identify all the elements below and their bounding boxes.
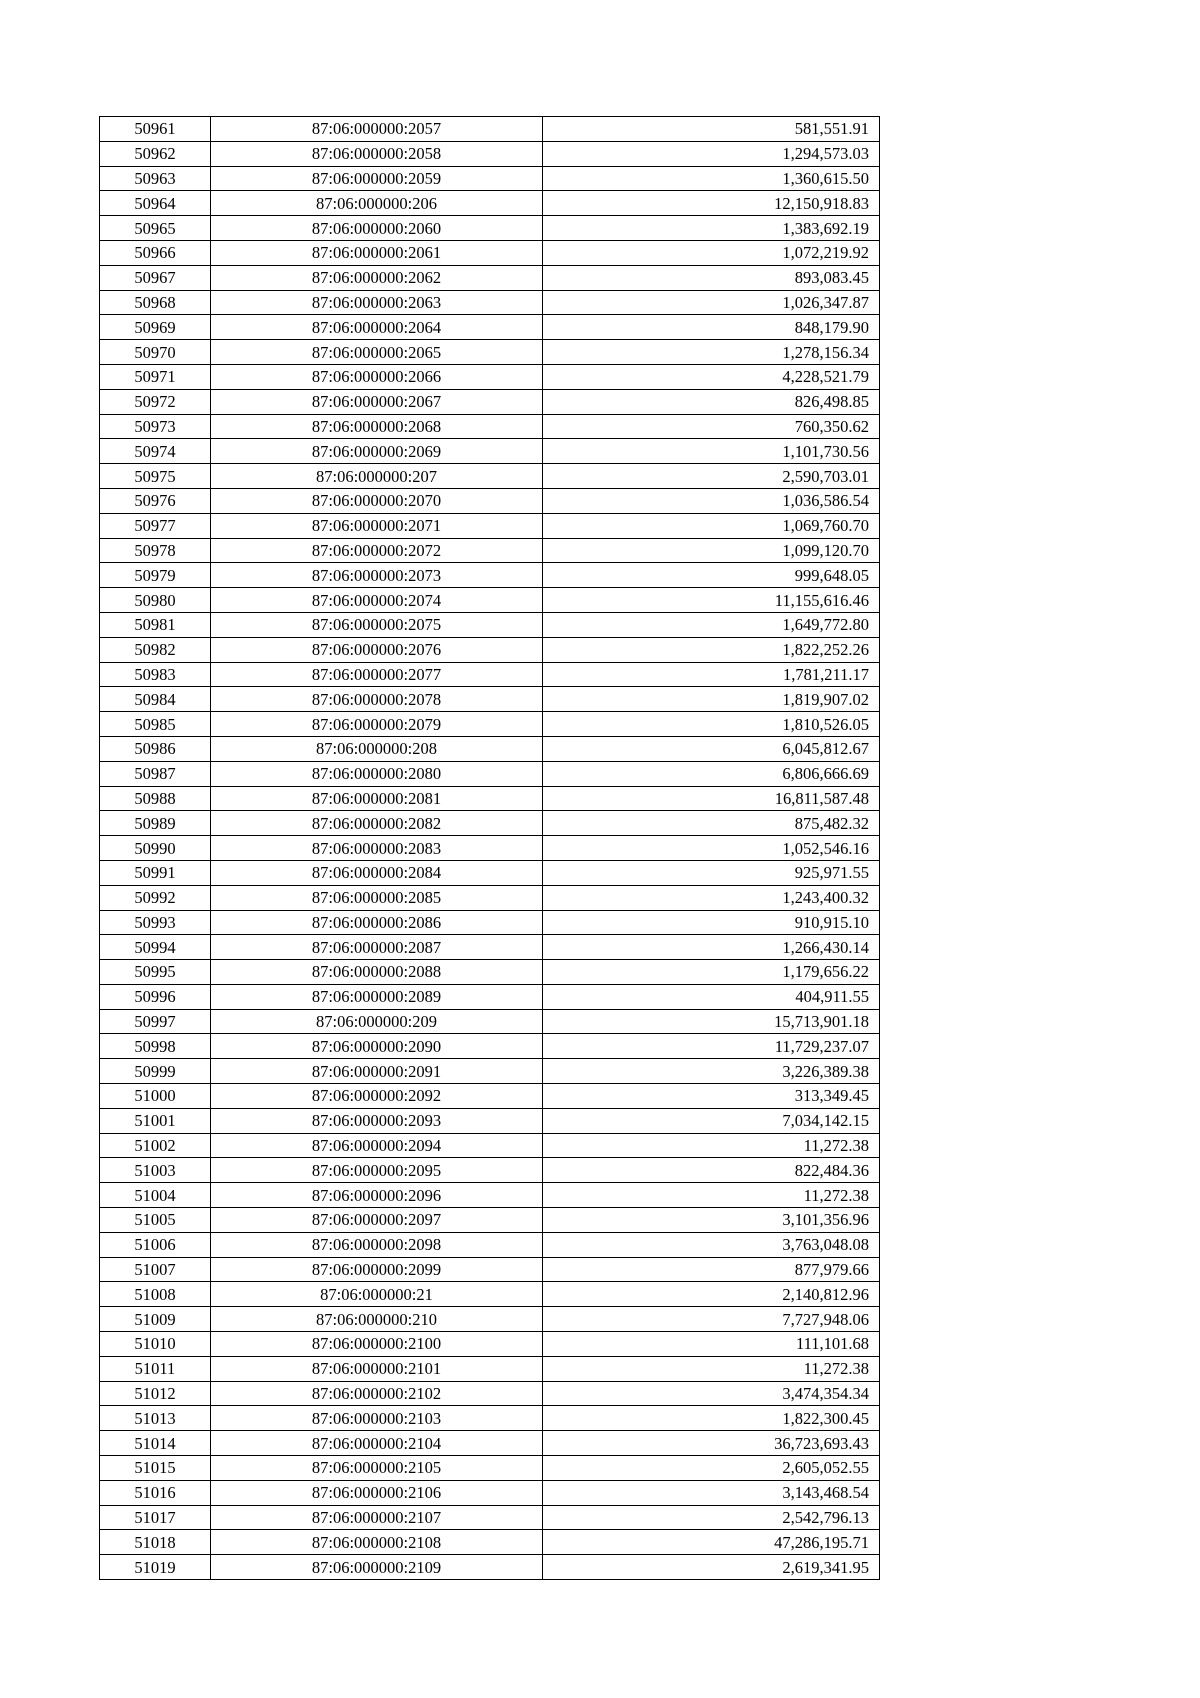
value-cell: 11,272.38 (543, 1356, 880, 1381)
row-number-cell: 50989 (100, 811, 211, 836)
value-cell: 1,026,347.87 (543, 290, 880, 315)
value-cell: 1,052,546.16 (543, 836, 880, 861)
table-row (100, 216, 880, 241)
table-row (100, 290, 880, 315)
value-cell: 1,036,586.54 (543, 488, 880, 513)
value-cell: 16,811,587.48 (543, 786, 880, 811)
value-cell: 3,474,354.34 (543, 1381, 880, 1406)
cadastral-number-cell: 87:06:000000:2058 (211, 141, 543, 166)
cadastral-number-cell: 87:06:000000:2082 (211, 811, 543, 836)
table-row (100, 1555, 880, 1580)
row-number-cell: 50988 (100, 786, 211, 811)
value-cell: 1,810,526.05 (543, 712, 880, 737)
table-row (100, 563, 880, 588)
row-number-cell: 50987 (100, 761, 211, 786)
table-row (100, 1332, 880, 1357)
table-row (100, 1307, 880, 1332)
table-row (100, 240, 880, 265)
row-number-cell: 51019 (100, 1555, 211, 1580)
value-cell: 822,484.36 (543, 1158, 880, 1183)
cadastral-number-cell: 87:06:000000:2101 (211, 1356, 543, 1381)
cadastral-number-cell: 87:06:000000:208 (211, 736, 543, 761)
cadastral-number-cell: 87:06:000000:2071 (211, 513, 543, 538)
value-cell: 11,729,237.07 (543, 1034, 880, 1059)
table-row (100, 860, 880, 885)
value-cell: 1,101,730.56 (543, 439, 880, 464)
value-cell: 47,286,195.71 (543, 1530, 880, 1555)
value-cell: 1,819,907.02 (543, 687, 880, 712)
cadastral-value-table (99, 116, 880, 1580)
row-number-cell: 51016 (100, 1480, 211, 1505)
row-number-cell: 51007 (100, 1257, 211, 1282)
row-number-cell: 51005 (100, 1208, 211, 1233)
table-row (100, 960, 880, 985)
cadastral-number-cell: 87:06:000000:2109 (211, 1555, 543, 1580)
table-row (100, 1059, 880, 1084)
table-row (100, 166, 880, 191)
cadastral-number-cell: 87:06:000000:2060 (211, 216, 543, 241)
table-row (100, 1208, 880, 1233)
cadastral-number-cell: 87:06:000000:2061 (211, 240, 543, 265)
value-cell: 1,649,772.80 (543, 612, 880, 637)
value-cell: 1,072,219.92 (543, 240, 880, 265)
cadastral-number-cell: 87:06:000000:2088 (211, 960, 543, 985)
table-row (100, 141, 880, 166)
row-number-cell: 51009 (100, 1307, 211, 1332)
value-cell: 3,143,468.54 (543, 1480, 880, 1505)
table-row (100, 1456, 880, 1481)
cadastral-number-cell: 87:06:000000:2104 (211, 1431, 543, 1456)
table-row (100, 935, 880, 960)
cadastral-number-cell: 87:06:000000:2097 (211, 1208, 543, 1233)
value-cell: 877,979.66 (543, 1257, 880, 1282)
value-cell: 36,723,693.43 (543, 1431, 880, 1456)
value-cell: 11,155,616.46 (543, 588, 880, 613)
table-row (100, 984, 880, 1009)
cadastral-number-cell: 87:06:000000:2076 (211, 637, 543, 662)
table-row (100, 1257, 880, 1282)
table-row (100, 1158, 880, 1183)
table-row (100, 1505, 880, 1530)
value-cell: 848,179.90 (543, 315, 880, 340)
row-number-cell: 51002 (100, 1133, 211, 1158)
table-row (100, 1431, 880, 1456)
value-cell: 313,349.45 (543, 1084, 880, 1109)
cadastral-number-cell: 87:06:000000:2087 (211, 935, 543, 960)
value-cell: 6,045,812.67 (543, 736, 880, 761)
table-row (100, 1282, 880, 1307)
row-number-cell: 50996 (100, 984, 211, 1009)
cadastral-number-cell: 87:06:000000:2105 (211, 1456, 543, 1481)
cadastral-number-cell: 87:06:000000:2072 (211, 538, 543, 563)
cadastral-number-cell: 87:06:000000:2107 (211, 1505, 543, 1530)
value-cell: 910,915.10 (543, 910, 880, 935)
row-number-cell: 50965 (100, 216, 211, 241)
table-row (100, 836, 880, 861)
row-number-cell: 50998 (100, 1034, 211, 1059)
row-number-cell: 50983 (100, 662, 211, 687)
cadastral-number-cell: 87:06:000000:2100 (211, 1332, 543, 1357)
row-number-cell: 50982 (100, 637, 211, 662)
value-cell: 826,498.85 (543, 389, 880, 414)
cadastral-number-cell: 87:06:000000:2098 (211, 1232, 543, 1257)
cadastral-number-cell: 87:06:000000:2089 (211, 984, 543, 1009)
row-number-cell: 50975 (100, 464, 211, 489)
cadastral-number-cell: 87:06:000000:209 (211, 1009, 543, 1034)
row-number-cell: 51008 (100, 1282, 211, 1307)
cadastral-number-cell: 87:06:000000:2083 (211, 836, 543, 861)
table-row (100, 612, 880, 637)
value-cell: 12,150,918.83 (543, 191, 880, 216)
table-row (100, 761, 880, 786)
table-row (100, 1480, 880, 1505)
value-cell: 1,278,156.34 (543, 340, 880, 365)
cadastral-number-cell: 87:06:000000:2080 (211, 761, 543, 786)
cadastral-number-cell: 87:06:000000:2106 (211, 1480, 543, 1505)
value-cell: 3,101,356.96 (543, 1208, 880, 1233)
value-cell: 2,140,812.96 (543, 1282, 880, 1307)
value-cell: 893,083.45 (543, 265, 880, 290)
cadastral-number-cell: 87:06:000000:2062 (211, 265, 543, 290)
row-number-cell: 51017 (100, 1505, 211, 1530)
row-number-cell: 50999 (100, 1059, 211, 1084)
row-number-cell: 50962 (100, 141, 211, 166)
cadastral-number-cell: 87:06:000000:2070 (211, 488, 543, 513)
table-body (100, 117, 880, 1580)
cadastral-number-cell: 87:06:000000:2057 (211, 117, 543, 142)
cadastral-number-cell: 87:06:000000:2108 (211, 1530, 543, 1555)
cadastral-number-cell: 87:06:000000:2085 (211, 885, 543, 910)
table-row (100, 712, 880, 737)
value-cell: 1,822,252.26 (543, 637, 880, 662)
value-cell: 1,383,692.19 (543, 216, 880, 241)
row-number-cell: 50974 (100, 439, 211, 464)
row-number-cell: 51012 (100, 1381, 211, 1406)
value-cell: 1,822,300.45 (543, 1406, 880, 1431)
value-cell: 1,294,573.03 (543, 141, 880, 166)
table-row (100, 1034, 880, 1059)
row-number-cell: 50981 (100, 612, 211, 637)
table-row (100, 414, 880, 439)
row-number-cell: 50984 (100, 687, 211, 712)
table-row (100, 464, 880, 489)
value-cell: 6,806,666.69 (543, 761, 880, 786)
row-number-cell: 50991 (100, 860, 211, 885)
table-row (100, 637, 880, 662)
value-cell: 760,350.62 (543, 414, 880, 439)
cadastral-number-cell: 87:06:000000:2103 (211, 1406, 543, 1431)
row-number-cell: 51011 (100, 1356, 211, 1381)
table-row (100, 315, 880, 340)
value-cell: 11,272.38 (543, 1133, 880, 1158)
cadastral-number-cell: 87:06:000000:2096 (211, 1183, 543, 1208)
cadastral-number-cell: 87:06:000000:2065 (211, 340, 543, 365)
value-cell: 875,482.32 (543, 811, 880, 836)
row-number-cell: 50973 (100, 414, 211, 439)
row-number-cell: 51014 (100, 1431, 211, 1456)
table-row (100, 1108, 880, 1133)
table-row (100, 488, 880, 513)
value-cell: 1,179,656.22 (543, 960, 880, 985)
row-number-cell: 50966 (100, 240, 211, 265)
row-number-cell: 51013 (100, 1406, 211, 1431)
row-number-cell: 50997 (100, 1009, 211, 1034)
table-row (100, 910, 880, 935)
cadastral-number-cell: 87:06:000000:2064 (211, 315, 543, 340)
row-number-cell: 50994 (100, 935, 211, 960)
row-number-cell: 50979 (100, 563, 211, 588)
row-number-cell: 50976 (100, 488, 211, 513)
row-number-cell: 50963 (100, 166, 211, 191)
table-row (100, 265, 880, 290)
cadastral-number-cell: 87:06:000000:2084 (211, 860, 543, 885)
cadastral-number-cell: 87:06:000000:210 (211, 1307, 543, 1332)
cadastral-number-cell: 87:06:000000:207 (211, 464, 543, 489)
value-cell: 925,971.55 (543, 860, 880, 885)
row-number-cell: 50971 (100, 364, 211, 389)
cadastral-number-cell: 87:06:000000:2093 (211, 1108, 543, 1133)
row-number-cell: 50993 (100, 910, 211, 935)
cadastral-number-cell: 87:06:000000:2074 (211, 588, 543, 613)
cadastral-number-cell: 87:06:000000:2081 (211, 786, 543, 811)
row-number-cell: 51018 (100, 1530, 211, 1555)
cadastral-number-cell: 87:06:000000:2094 (211, 1133, 543, 1158)
row-number-cell: 50961 (100, 117, 211, 142)
cadastral-number-cell: 87:06:000000:2102 (211, 1381, 543, 1406)
row-number-cell: 50980 (100, 588, 211, 613)
cadastral-number-cell: 87:06:000000:206 (211, 191, 543, 216)
value-cell: 11,272.38 (543, 1183, 880, 1208)
value-cell: 1,243,400.32 (543, 885, 880, 910)
row-number-cell: 50964 (100, 191, 211, 216)
value-cell: 581,551.91 (543, 117, 880, 142)
row-number-cell: 50986 (100, 736, 211, 761)
value-cell: 2,542,796.13 (543, 1505, 880, 1530)
row-number-cell: 50992 (100, 885, 211, 910)
cadastral-number-cell: 87:06:000000:2073 (211, 563, 543, 588)
row-number-cell: 50970 (100, 340, 211, 365)
table-row (100, 191, 880, 216)
row-number-cell: 50967 (100, 265, 211, 290)
row-number-cell: 50968 (100, 290, 211, 315)
row-number-cell: 50990 (100, 836, 211, 861)
cadastral-number-cell: 87:06:000000:2077 (211, 662, 543, 687)
cadastral-number-cell: 87:06:000000:21 (211, 1282, 543, 1307)
table-row (100, 1530, 880, 1555)
table-row (100, 117, 880, 142)
table-row (100, 513, 880, 538)
row-number-cell: 51010 (100, 1332, 211, 1357)
row-number-cell: 51006 (100, 1232, 211, 1257)
value-cell: 4,228,521.79 (543, 364, 880, 389)
cadastral-number-cell: 87:06:000000:2059 (211, 166, 543, 191)
cadastral-number-cell: 87:06:000000:2067 (211, 389, 543, 414)
table-row (100, 364, 880, 389)
cadastral-number-cell: 87:06:000000:2079 (211, 712, 543, 737)
cadastral-number-cell: 87:06:000000:2090 (211, 1034, 543, 1059)
row-number-cell: 51000 (100, 1084, 211, 1109)
row-number-cell: 50969 (100, 315, 211, 340)
value-cell: 1,781,211.17 (543, 662, 880, 687)
value-cell: 1,069,760.70 (543, 513, 880, 538)
table-row (100, 1183, 880, 1208)
table-row (100, 340, 880, 365)
value-cell: 1,360,615.50 (543, 166, 880, 191)
table-row (100, 811, 880, 836)
table-row (100, 588, 880, 613)
value-cell: 1,099,120.70 (543, 538, 880, 563)
cadastral-number-cell: 87:06:000000:2075 (211, 612, 543, 637)
value-cell: 7,034,142.15 (543, 1108, 880, 1133)
table-row (100, 662, 880, 687)
cadastral-number-cell: 87:06:000000:2099 (211, 1257, 543, 1282)
table-row (100, 389, 880, 414)
table-row (100, 786, 880, 811)
value-cell: 999,648.05 (543, 563, 880, 588)
table-row (100, 687, 880, 712)
row-number-cell: 50985 (100, 712, 211, 737)
table-row (100, 1084, 880, 1109)
table-row (100, 1009, 880, 1034)
table-row (100, 538, 880, 563)
value-cell: 2,590,703.01 (543, 464, 880, 489)
cadastral-number-cell: 87:06:000000:2091 (211, 1059, 543, 1084)
value-cell: 1,266,430.14 (543, 935, 880, 960)
cadastral-number-cell: 87:06:000000:2068 (211, 414, 543, 439)
row-number-cell: 50977 (100, 513, 211, 538)
row-number-cell: 51015 (100, 1456, 211, 1481)
row-number-cell: 50978 (100, 538, 211, 563)
value-cell: 404,911.55 (543, 984, 880, 1009)
cadastral-number-cell: 87:06:000000:2063 (211, 290, 543, 315)
table-row (100, 1356, 880, 1381)
row-number-cell: 51004 (100, 1183, 211, 1208)
value-cell: 15,713,901.18 (543, 1009, 880, 1034)
cadastral-number-cell: 87:06:000000:2092 (211, 1084, 543, 1109)
value-cell: 7,727,948.06 (543, 1307, 880, 1332)
value-cell: 3,226,389.38 (543, 1059, 880, 1084)
row-number-cell: 51001 (100, 1108, 211, 1133)
row-number-cell: 50972 (100, 389, 211, 414)
table-row (100, 1133, 880, 1158)
table-row (100, 1232, 880, 1257)
table-row (100, 885, 880, 910)
value-cell: 3,763,048.08 (543, 1232, 880, 1257)
table-row (100, 1406, 880, 1431)
row-number-cell: 50995 (100, 960, 211, 985)
value-cell: 2,605,052.55 (543, 1456, 880, 1481)
row-number-cell: 51003 (100, 1158, 211, 1183)
table-row (100, 1381, 880, 1406)
cadastral-number-cell: 87:06:000000:2086 (211, 910, 543, 935)
cadastral-number-cell: 87:06:000000:2095 (211, 1158, 543, 1183)
cadastral-number-cell: 87:06:000000:2069 (211, 439, 543, 464)
table-row (100, 736, 880, 761)
value-cell: 111,101.68 (543, 1332, 880, 1357)
cadastral-number-cell: 87:06:000000:2078 (211, 687, 543, 712)
value-cell: 2,619,341.95 (543, 1555, 880, 1580)
table-row (100, 439, 880, 464)
cadastral-number-cell: 87:06:000000:2066 (211, 364, 543, 389)
